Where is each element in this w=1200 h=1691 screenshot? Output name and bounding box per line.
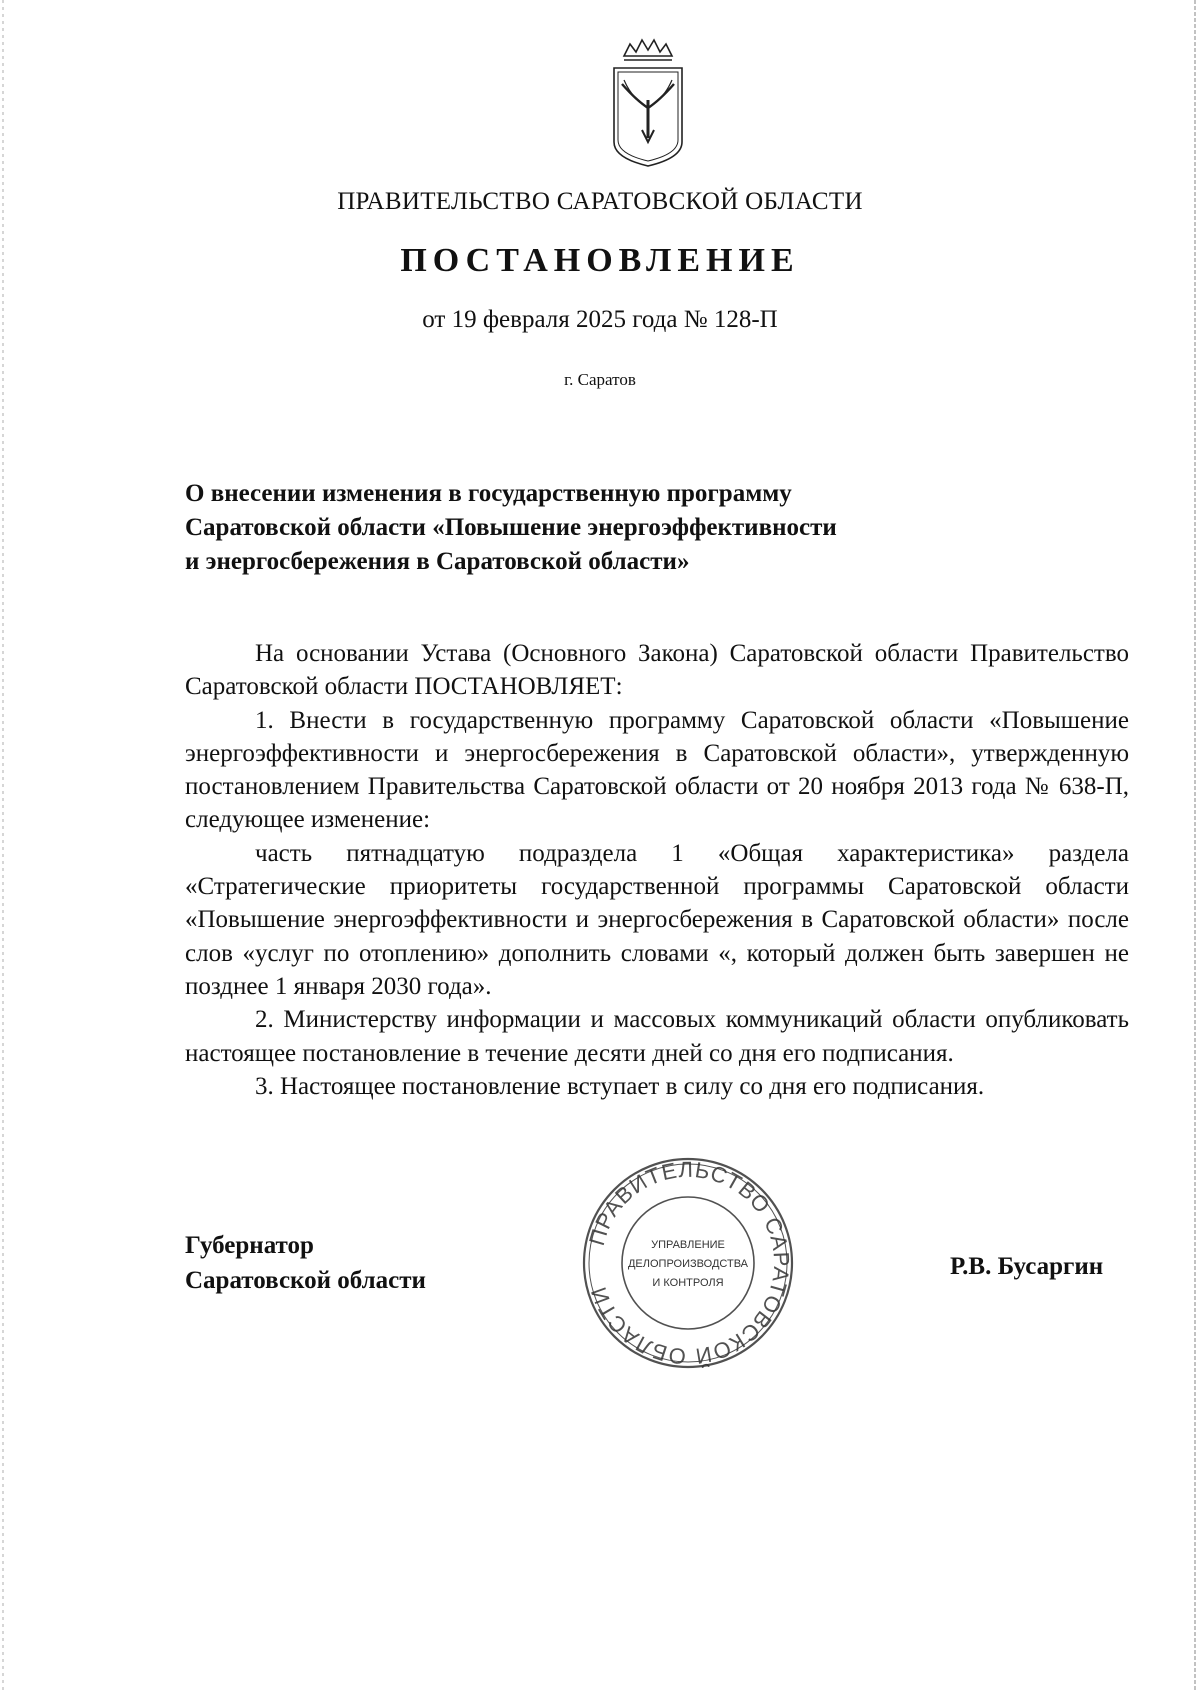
document-city: г. Саратов [564,370,636,389]
document-body [185,637,1129,1103]
stamp-inner-line: И КОНТРОЛЯ [652,1277,724,1289]
organization-name: ПРАВИТЕЛЬСТВО САРАТОВСКОЙ ОБЛАСТИ [337,188,863,215]
signatory-position [185,1228,426,1298]
document-subject [185,477,985,579]
signatory-position-line: Губернатор [185,1232,314,1259]
official-stamp [578,1153,798,1373]
subject-line: О внесении изменения в государственную программу [185,480,792,507]
body-paragraph: 1. Внести в государственную программу Саратовской области «Повышение энергоэффективности и энергосбережения в Саратовской области», утвержденную постановлением Правительства Саратовской области от 20 ноября 2013 года № 638-П, следующее изменение: [185,706,1129,834]
body-paragraph: часть пятнадцатую подраздела 1 «Общая характеристика» раздела «Стратегические приоритеты государственной программы Саратовской области «Повышение энергоэффективности и энергосбережения в Саратовской области» после слов «услуг по отоплению» дополнить словами «, который должен быть завершен не позднее 1 января 2030 года». [185,839,1129,1000]
document-date-number: от 19 февраля 2025 года № 128-П [422,306,778,333]
stamp-inner-line: УПРАВЛЕНИЕ [651,1239,725,1251]
body-paragraph: 2. Министерству информации и массовых коммуникаций области опубликовать настоящее постановление в течение десяти дней со дня его подписания. [185,1006,1129,1067]
signatory-name: Р.В. Бусаргин [950,1253,1104,1280]
stamp-inner-line: ДЕЛОПРОИЗВОДСТВА [627,1258,749,1270]
coat-of-arms-icon [610,38,686,168]
subject-line: и энергосбережения в Саратовской области» [185,548,690,575]
signatory-position-line: Саратовской области [185,1267,426,1294]
body-paragraph: 3. Настоящее постановление вступает в силу со дня его подписания. [255,1072,985,1100]
stamp-outer-text: ПРАВИТЕЛЬСТВО САРАТОВСКОЙ ОБЛАСТИ [583,1156,795,1370]
body-paragraph: На основании Устава (Основного Закона) Саратовской области Правительство Саратовской области ПОСТАНОВЛЯЕТ: [185,640,1129,701]
document-type: ПОСТАНОВЛЕНИЕ [400,242,800,279]
subject-line: Саратовской области «Повышение энергоэффективности [185,514,837,541]
